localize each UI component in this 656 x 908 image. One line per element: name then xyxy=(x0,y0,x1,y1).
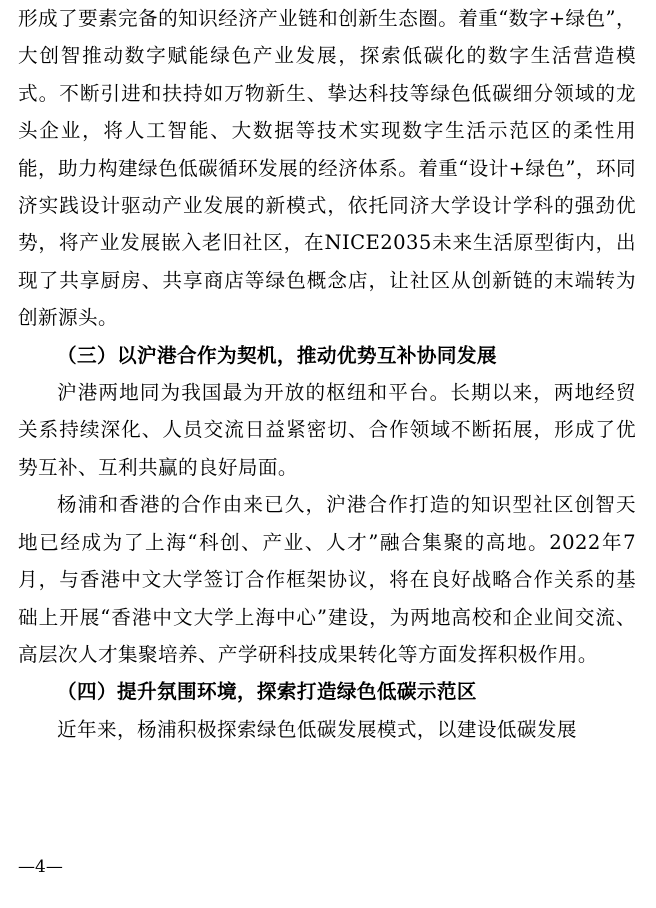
paragraph-yangpu-hk-cooperation: 杨浦和香港的合作由来已久，沪港合作打造的知识型社区创智天地已经成为了上海“科创、产业、人才”融合集聚的高地。2022年7月，与香港中文大学签订合作框架协议，将在良好战略合作关系的基础上开展“香港中文大学上海中心”建设，为两地高校和企业间交流、高层次人才集聚培养、产学研科技成果转化等方面发挥积极作用。 xyxy=(18,493,636,666)
section-heading-3: （三）以沪港合作为契机，推动优势互补协同发展 xyxy=(57,343,497,367)
paragraph-digital-green: 形成了要素完备的知识经济产业链和创新生态圈。着重“数字+绿色”，大创智推动数字赋能绿色产业发展，探索低碳化的数字生活营造模式。不断引进和扶持如万物新生、挚达科技等绿色低碳细分领域的龙头企业，将人工智能、大数据等技术实现数字生活示范区的柔性用能，助力构建绿色低碳循环发展的经济体系。着重“设计+绿色”，环同济实践设计驱动产业发展的新模式，依托同济大学设计学科的强劲优势，将产业发展嵌入老旧社区，在NICE2035未来生活原型街内，出现了共享厨房、共享商店等绿色概念店，让社区从创新链的末端转为创新源头。 xyxy=(18,7,636,330)
paragraph-low-carbon: 近年来，杨浦积极探索绿色低碳发展模式，以建设低碳发展 xyxy=(57,717,577,741)
section-heading-4: （四）提升氛围环境，探索打造绿色低碳示范区 xyxy=(57,680,477,704)
paragraph-hk-shanghai-intro: 沪港两地同为我国最为开放的枢纽和平台。长期以来，两地经贸关系持续深化、人员交流日益紧密切、合作领域不断拓展，形成了优势互补、互利共赢的良好局面。 xyxy=(18,381,636,479)
page-number: —4— xyxy=(18,857,63,877)
document-page xyxy=(18,0,636,748)
